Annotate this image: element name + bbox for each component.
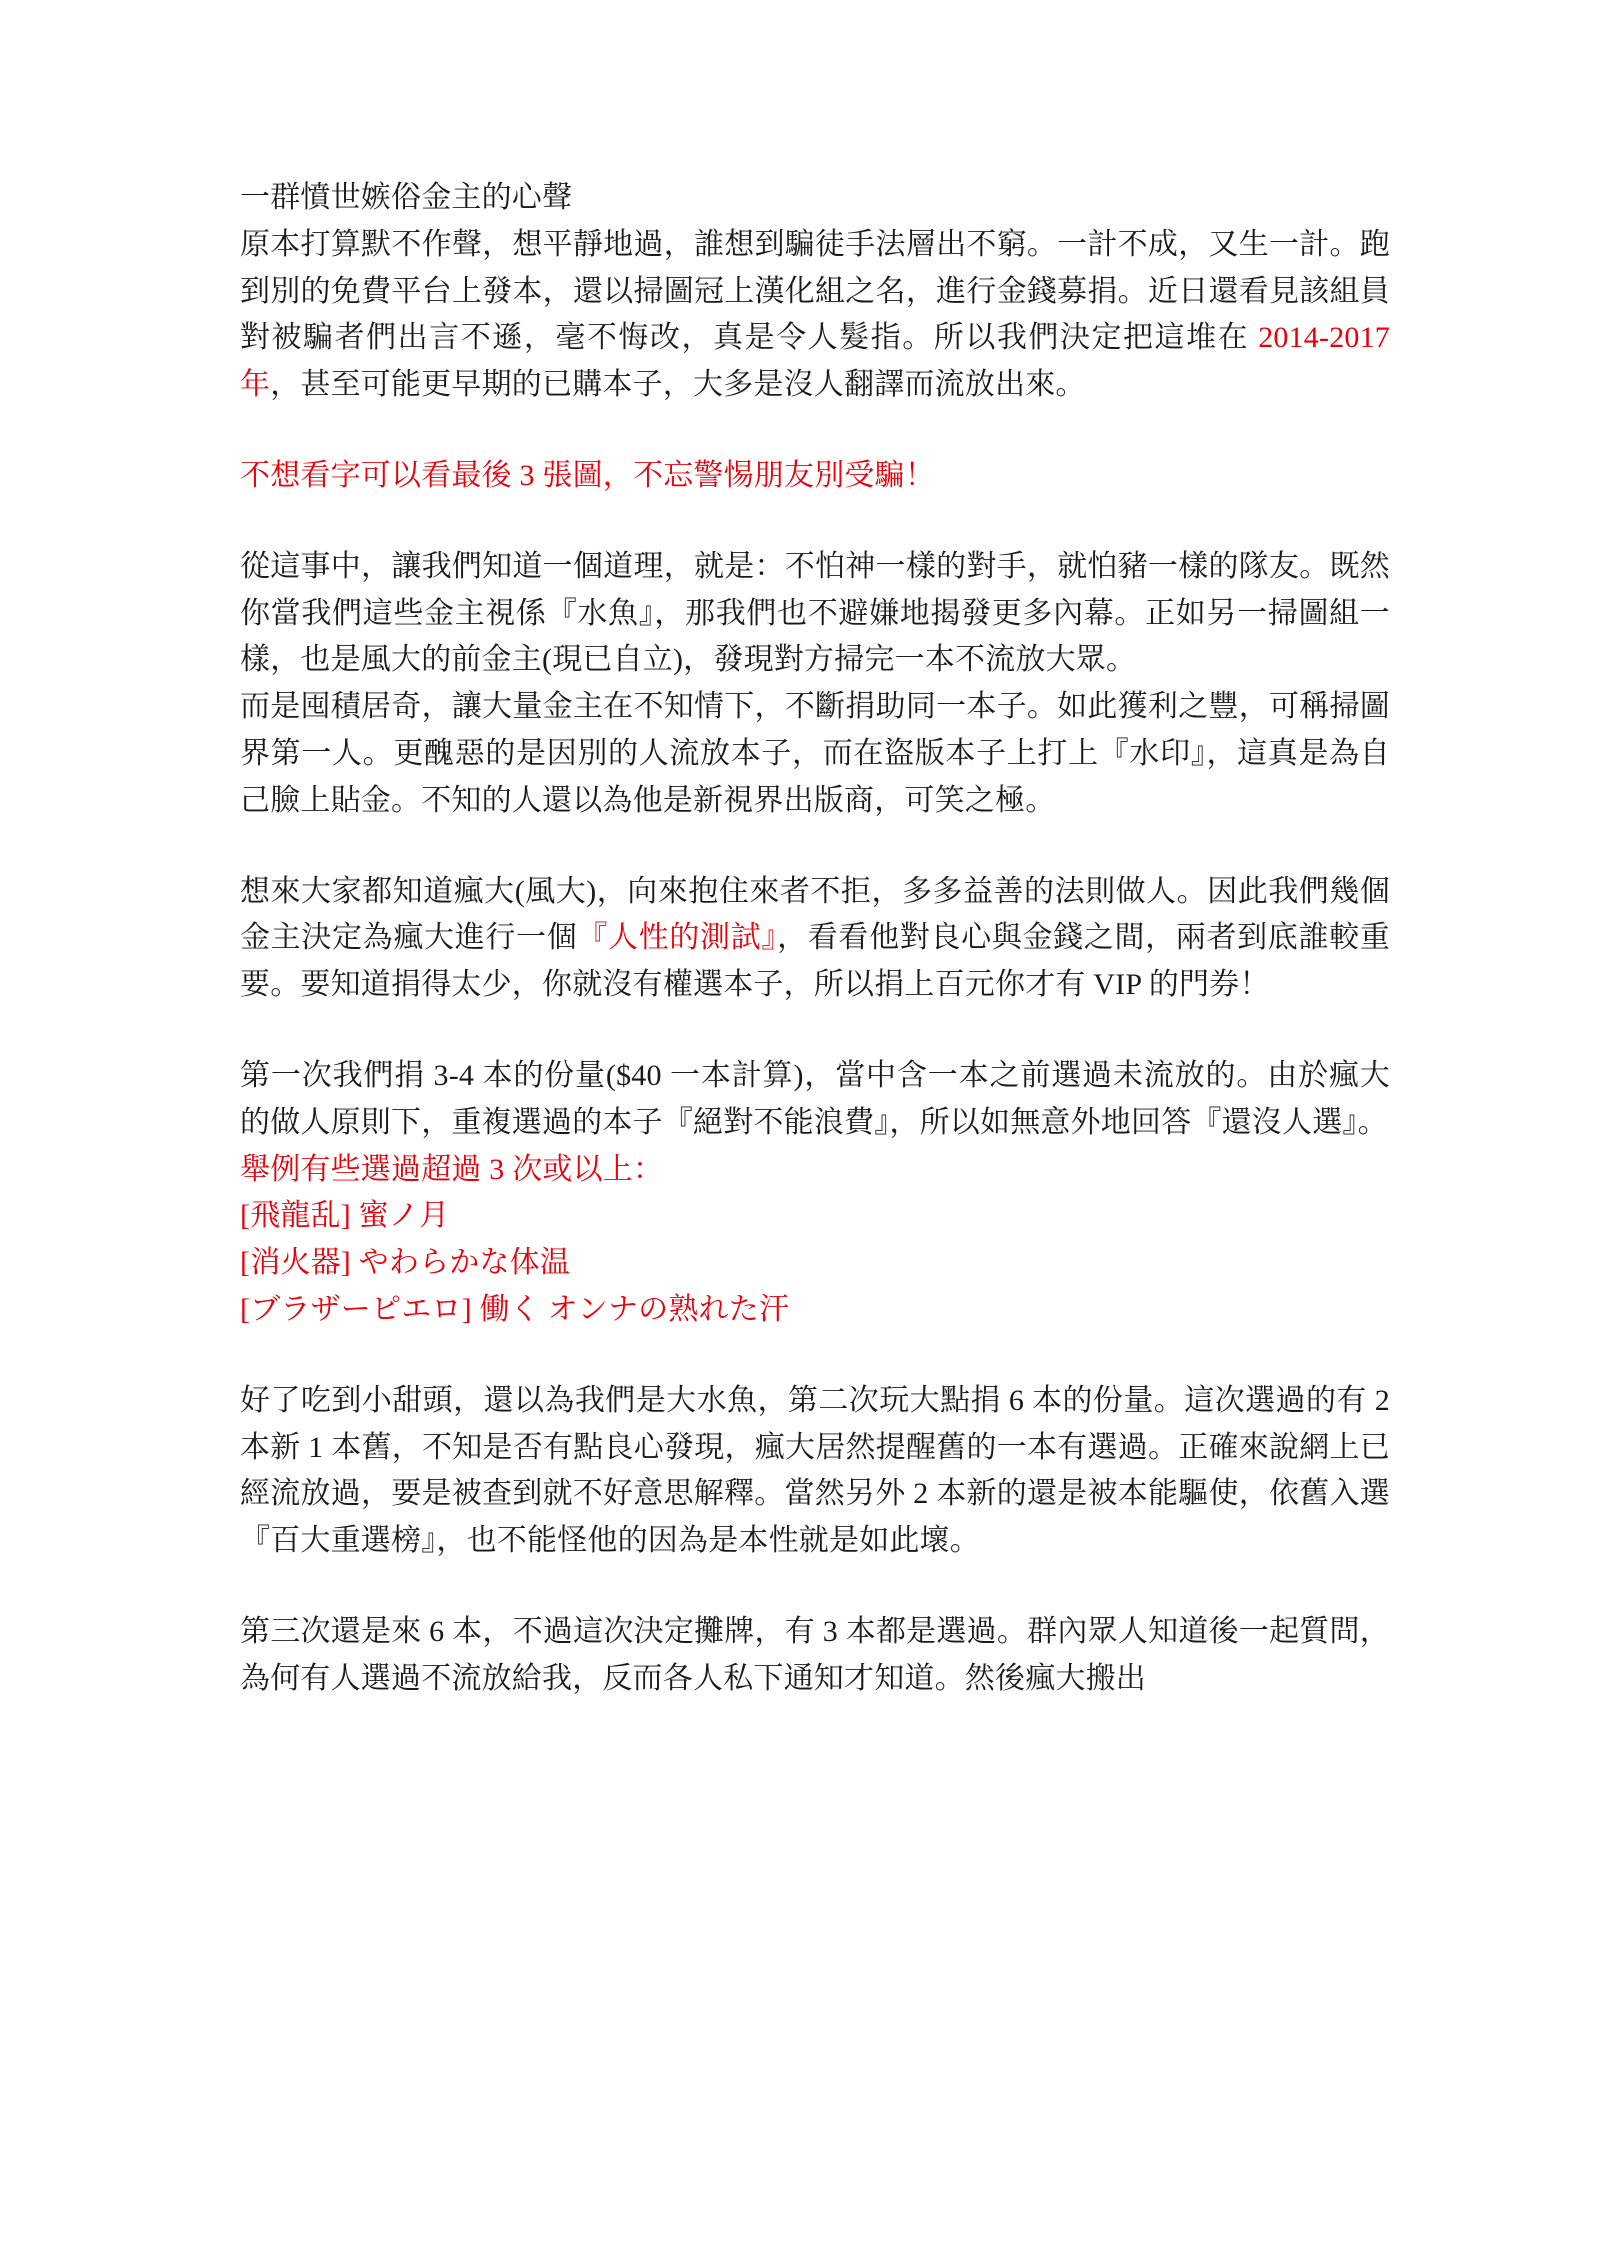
document-title — [240, 175, 1390, 222]
list-item-doujin-1-text: [飛龍乱] 蜜ノ月 — [240, 1199, 450, 1233]
spacer — [240, 500, 1390, 544]
document-body — [240, 175, 1390, 1703]
paragraph-intro-part2: ，甚至可能更早期的已購本子，大多是沒人翻譯而流放出來。 — [270, 368, 1086, 402]
paragraph-warning — [240, 453, 1390, 500]
paragraph-lesson — [240, 544, 1390, 684]
paragraph-test-part2: ，看看他對良心與金錢之間，兩者到底誰較重要。要知道捐得太少，你就沒有權選本子，所以捐上百元你才有 VIP 的門券！ — [240, 921, 1391, 1002]
list-item-doujin-2-text: [消火器] やわらかな体温 — [240, 1246, 571, 1280]
paragraph-lesson-text: 從這事中，讓我們知道一個道理，就是：不怕神一樣的對手，就怕豬一樣的隊友。既然你當我們這些金主視係『水魚』，那我們也不避嫌地揭發更多內幕。正如另一掃圖組一樣，也是風大的前金主(現已自立)，發現對方掃完一本不流放大眾。 — [240, 549, 1390, 677]
paragraph-first-donation — [240, 1053, 1390, 1147]
paragraph-examples-heading-text: 舉例有些選過超過 3 次或以上： — [240, 1152, 664, 1186]
paragraph-intro-part1: 原本打算默不作聲，想平靜地過，誰想到騙徒手法層出不窮。一計不成，又生一計。跑到別的免費平台上發本，還以掃圖冠上漢化組之名，進行金錢募捐。近日還看見該組員對被騙者們出言不遜，毫不悔改，真是令人髮指。所以我們決定把這堆在 — [240, 227, 1390, 355]
list-item-doujin-2 — [240, 1240, 1390, 1287]
paragraph-third-donation — [240, 1609, 1390, 1703]
paragraph-second-donation — [240, 1378, 1390, 1565]
list-item-doujin-3 — [240, 1287, 1390, 1334]
paragraph-test-part1: 想來大家都知道瘋大(風大)，向來抱住來者不拒，多多益善的法則做人。因此我們幾個金主決定為瘋大進行一個 — [240, 874, 1390, 955]
spacer — [240, 1334, 1390, 1378]
paragraph-warning-text: 不想看字可以看最後 3 張圖，不忘警惕朋友別受騙！ — [240, 458, 935, 492]
spacer — [240, 825, 1390, 869]
list-item-doujin-1 — [240, 1193, 1390, 1240]
spacer — [240, 1565, 1390, 1609]
paragraph-hoarding — [240, 684, 1390, 824]
paragraph-second-donation-text: 好了吃到小甜頭，還以為我們是大水魚，第二次玩大點捐 6 本的份量。這次選過的有 2 本新 1 本舊，不知是否有點良心發現，瘋大居然提醒舊的一本有選過。正確來說網上已經流放過，要是被查到就不好意思解釋。當然另外 2 本新的還是被本能驅使，依舊入選『百大重選榜』，也不能怪他的因為是本性就是如此壞。 — [240, 1383, 1390, 1558]
spacer — [240, 409, 1390, 453]
paragraph-examples-heading — [240, 1147, 1390, 1194]
paragraph-third-donation-text: 第三次還是來 6 本，不過這次決定攤牌，有 3 本都是選過。群內眾人知道後一起質問，為何有人選過不流放給我，反而各人私下通知才知道。然後瘋大搬出 — [240, 1614, 1390, 1695]
paragraph-test — [240, 869, 1390, 1009]
document-title-text: 一群憤世嫉俗金主的心聲 — [240, 181, 573, 214]
spacer — [240, 1009, 1390, 1053]
highlight-years: 2014-2017 年 — [240, 321, 1390, 402]
paragraph-first-donation-text: 第一次我們捐 3-4 本的份量($40 一本計算)，當中含一本之前選過未流放的。由於瘋大的做人原則下，重複選過的本子『絕對不能浪費』，所以如無意外地回答『還沒人選』。 — [240, 1058, 1390, 1139]
paragraph-hoarding-text: 而是囤積居奇，讓大量金主在不知情下，不斷捐助同一本子。如此獲利之豐，可稱掃圖界第一人。更醜惡的是因別的人流放本子，而在盜版本子上打上『水印』，這真是為自己臉上貼金。不知的人還以為他是新視界出版商，可笑之極。 — [240, 690, 1390, 817]
paragraph-intro — [240, 222, 1390, 409]
list-item-doujin-3-text: [ブラザーピエロ] 働く オンナの熟れた汗 — [240, 1292, 790, 1326]
highlight-humanity-test: 『人性的測試』 — [577, 921, 778, 955]
